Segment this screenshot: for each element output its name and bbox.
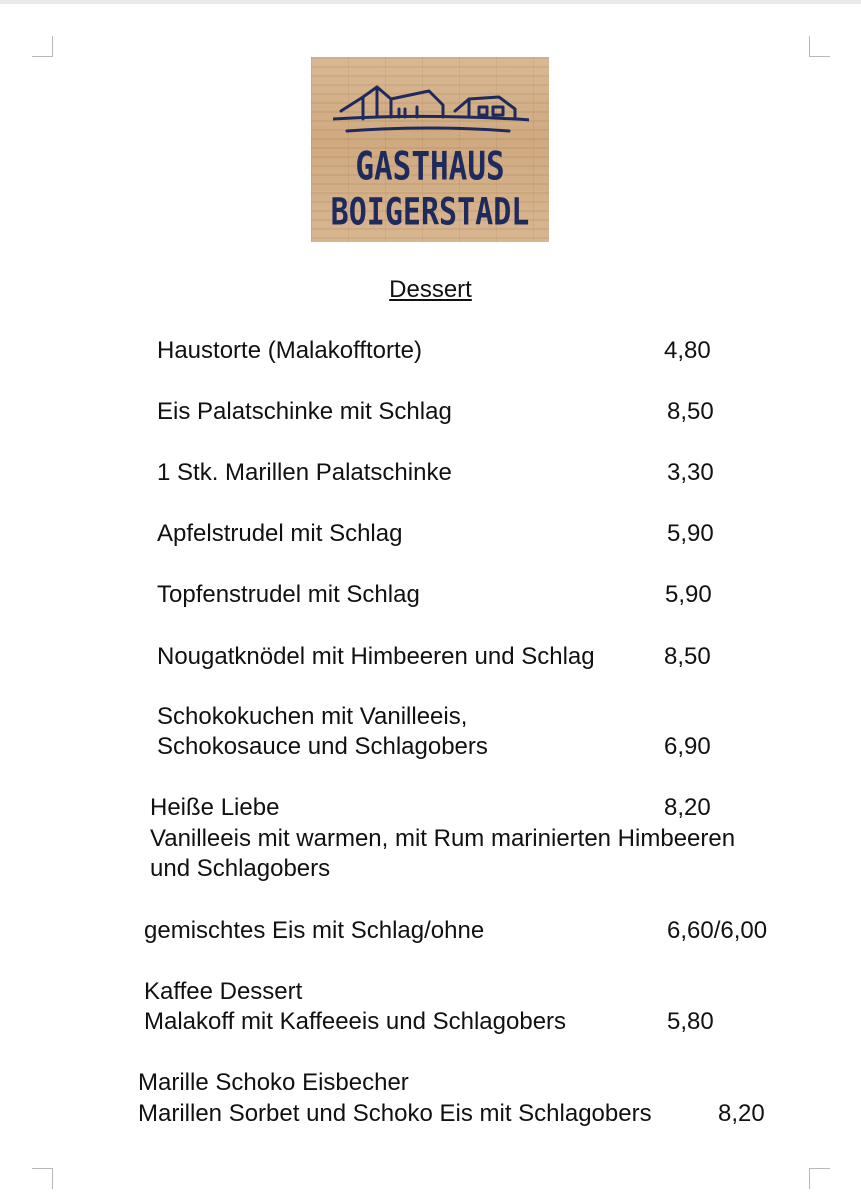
menu-item-price: 3,30 [667,459,714,486]
menu-item-price: 4,80 [664,337,711,364]
crop-mark-bottom-left [32,1168,53,1189]
menu-item-price: 5,90 [665,581,712,608]
logo-text-boigerstadl: BOIGERSTADL [330,190,530,235]
menu-item-price: 6,90 [664,733,711,760]
menu-item-name: Eis Palatschinke mit Schlag [157,398,452,425]
menu-item-description: Malakoff mit Kaffeeeis und Schlagobers [144,1008,567,1035]
page-title: Dessert [389,276,472,303]
menu-item-name: Nougatknödel mit Himbeeren und Schlag [157,643,595,670]
menu-item-description: Marillen Sorbet und Schoko Eis mit Schlagobers [138,1100,652,1127]
menu-item-name: Haustorte (Malakofftorte) [157,337,422,364]
crop-mark-top-right [809,36,830,57]
top-edge [0,0,861,4]
menu-item-price: 5,90 [667,520,714,547]
menu-item-name: gemischtes Eis mit Schlag/ohne [144,917,485,944]
menu-item-price: 8,50 [664,643,711,670]
menu-item-price: 6,60/6,00 [667,917,768,944]
menu-item-name: Schokokuchen mit Vanilleeis, [157,703,468,730]
crop-mark-bottom-right [809,1168,830,1189]
menu-item-name: Kaffee Dessert [144,978,303,1005]
menu-item-name: 1 Stk. Marillen Palatschinke [157,459,452,486]
menu-item-description: Vanilleeis mit warmen, mit Rum marinierten Himbeeren [150,825,736,852]
menu-item-price: 5,80 [667,1008,714,1035]
menu-item-name: Heiße Liebe [150,794,280,821]
crop-mark-top-left [32,36,53,57]
farmhouse-icon [333,77,529,137]
menu-item-name: Apfelstrudel mit Schlag [157,520,403,547]
menu-item-name: Marille Schoko Eisbecher [138,1069,409,1096]
menu-item-price: 8,50 [667,398,714,425]
menu-item-price: 8,20 [664,794,711,821]
restaurant-logo [311,57,549,242]
menu-item-price: 8,20 [718,1100,765,1127]
logo-text-gasthaus: GASTHAUS [355,144,505,190]
menu-item-name: Schokosauce und Schlagobers [157,733,488,760]
menu-item-name: Topfenstrudel mit Schlag [157,581,420,608]
menu-item-description: und Schlagobers [150,855,331,882]
